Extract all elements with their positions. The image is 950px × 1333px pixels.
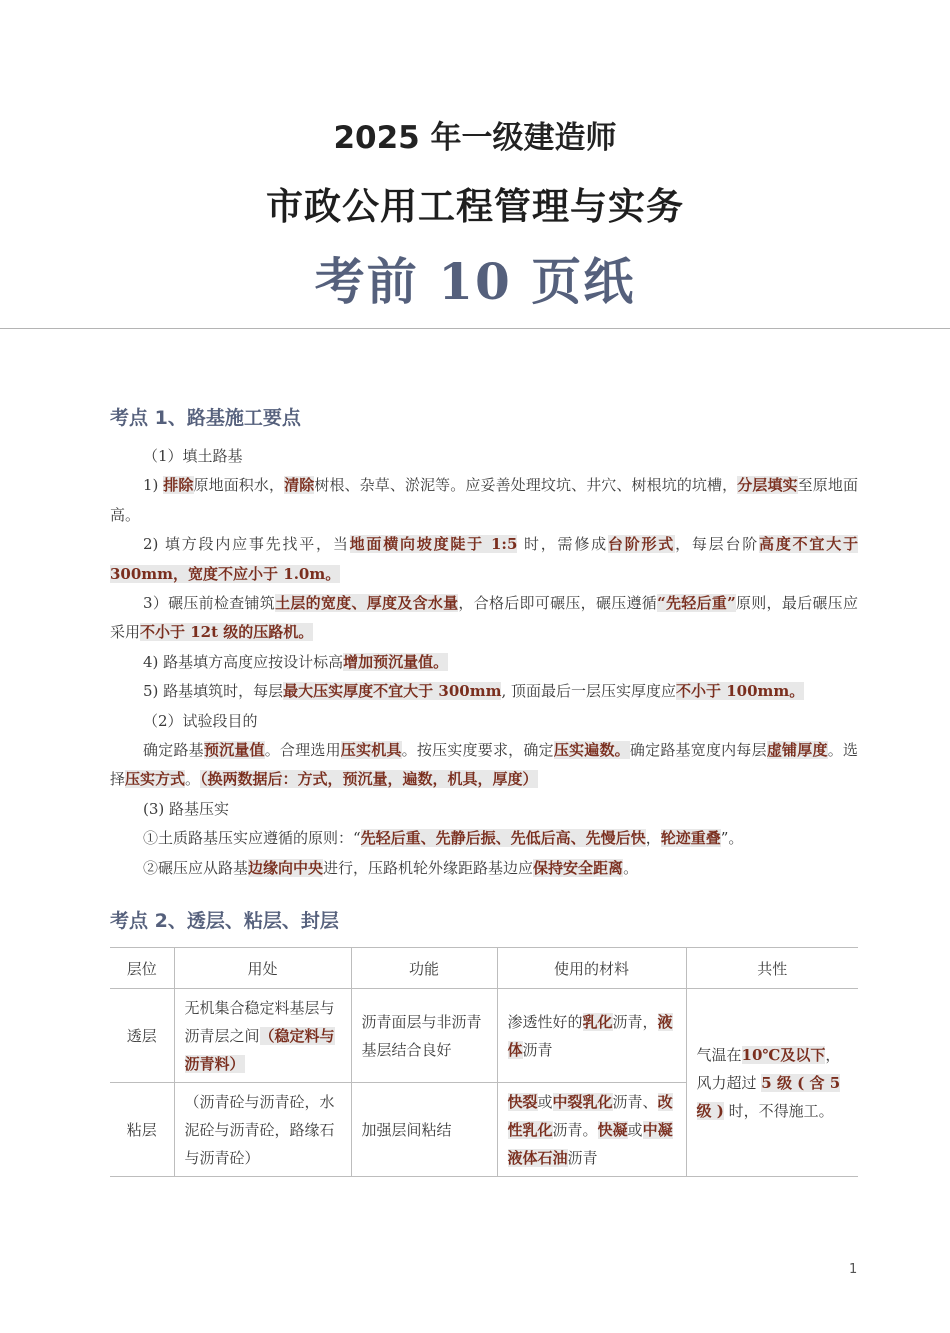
text: 1) [143,476,164,495]
highlight: 压实方式 [125,770,186,789]
text: 。按压实度要求，确定 [401,741,554,760]
text: 或 [537,1092,553,1111]
paragraph-6 [110,736,858,795]
use-cell: （沥青砼与沥青砼，水泥砼与沥青砼，路缘石与沥青砼） [174,1083,351,1177]
text: 。 [623,858,639,877]
text: 或 [627,1120,643,1139]
highlight: 不小于 100mm。 [676,682,805,701]
text: 渗透性好的 [507,1012,583,1031]
highlight: （稳定料与沥青料） [184,1026,335,1073]
highlight: 地面横向坡度陡于 1:5 [349,535,518,554]
highlight: 10℃及以下 [741,1045,826,1064]
column-header: 功能 [351,948,497,989]
text: 沥青。 [552,1120,598,1139]
paragraph-5 [110,677,858,706]
text: 时，需修成 [517,535,608,554]
paragraph-3 [110,589,858,648]
highlight: 高度不宜大于 300mm，宽度不应小于 1.0m。 [110,535,858,583]
highlight: 压实机具 [340,741,402,760]
function-cell: 沥青面层与非沥青基层结合良好 [351,989,497,1083]
paragraph-1 [110,471,858,530]
highlight: 保持安全距离 [533,858,624,877]
highlight: 5 级 ( 含 5 级 ) [696,1073,841,1120]
document-title: 考前 10 页纸 [314,252,636,311]
layer-cell: 透层 [110,989,174,1083]
text: 原则，最后碾压应采用 [110,594,858,642]
text: 原地面积水， [193,476,285,495]
highlight: 虚铺厚度 [766,741,828,760]
text: 3）碾压前检查铺筑 [143,594,276,613]
text: 确定路基宽度内每层 [629,741,767,760]
subject-title: 市政公用工程管理与实务 [266,185,684,228]
text: ①土质路基压实应遵循的原则：“ [143,829,361,848]
text: 沥青 [567,1148,598,1167]
text: ，合格后即可碾压，碾压遵循 [458,594,658,613]
highlight: 台阶形式 [607,535,676,554]
section-2-title: 考点 2、透层、粘层、封层 [110,910,339,933]
text: 时，不得施工。 [723,1101,834,1120]
highlight: 不小于 12t 级的压路机。 [140,623,314,642]
highlight: 土层的宽度、厚度及含水量 [275,594,459,613]
text: 2) 填方段内应事先找平，当 [143,535,350,554]
paragraph-4 [110,648,858,677]
highlight: 边缘向中央 [248,858,324,877]
highlight: 分层填实 [737,476,798,495]
text: 进行，压路机轮外缘距路基边应 [323,858,534,877]
text: 5) 路基填筑时，每层 [143,682,284,701]
text: ，风力超过 [696,1045,841,1092]
highlight: 压实遍数。 [553,741,630,760]
text: 气温在 [696,1045,742,1064]
highlight: 快凝 [597,1120,628,1139]
text: 。选择 [110,741,858,789]
text: 。 [185,770,201,789]
column-header: 层位 [110,948,174,989]
highlight: 预沉量值 [203,741,265,760]
highlight: 清除 [284,476,315,495]
paragraph-2 [110,530,858,589]
highlight: 乳化 [582,1012,613,1031]
text: 4) 路基填方高度应按设计标高 [143,652,344,671]
text: 。合理选用 [264,741,341,760]
column-header: 用处 [174,948,351,989]
table-row [110,989,858,1083]
highlight: 轮迹重叠 [660,829,721,848]
layer-cell: 粘层 [110,1083,174,1177]
highlight: 改性乳化 [507,1092,673,1139]
column-header: 使用的材料 [497,948,686,989]
highlight: 先轻后重、先静后振、先低后高、先慢后快 [360,829,646,848]
highlight: 增加预沉量值。 [343,652,449,671]
highlight: “先轻后重” [657,594,736,613]
text: ”。 [720,829,744,848]
highlight: 最大压实厚度不宜大于 300mm [283,682,502,701]
document-body [110,400,858,1177]
text: ②碾压应从路基 [143,858,249,877]
text: 沥青， [612,1012,658,1031]
function-cell: 加强层间粘结 [351,1083,497,1177]
text: , 顶面最后一层压实厚度应 [501,682,676,701]
column-header: 共性 [686,948,858,989]
subheading-test-section: （2）试验段目的 [143,711,258,730]
highlight: （换两数据后：方式，预沉量，遍数，机具，厚度） [200,770,538,789]
section-1-title: 考点 1、路基施工要点 [110,407,301,429]
highlight: 液体 [507,1012,673,1059]
text: 沥青、 [612,1092,658,1111]
subheading-fill-subgrade: （1）填土路基 [143,447,243,465]
subheading-subgrade-compaction: (3) 路基压实 [143,799,230,818]
paragraph-8 [110,854,858,883]
text: 沥青 [522,1040,553,1059]
text: 确定路基 [143,741,204,760]
text: 至原地面高。 [110,476,858,524]
table-header-row [110,948,858,989]
page-number: 1 [849,1262,858,1277]
header-divider [0,328,950,329]
text: ， [645,829,661,848]
text: 无机集合稳定料基层与沥青层之间 [184,998,335,1045]
highlight: 排除 [163,476,194,495]
highlight: 快裂 [507,1092,538,1111]
text: ，每层台阶 [675,535,760,554]
use-cell [174,989,351,1083]
text: 树根、杂草、淤泥等。应妥善处理坟坑、井穴、树根坑的坑槽， [314,476,738,495]
common-cell [686,989,858,1177]
coating-layers-table [110,947,858,1177]
highlight: 中凝液体石油 [507,1120,673,1167]
exam-year-title: 2025 年一级建造师 [333,120,617,156]
document-header [0,0,950,329]
material-cell [497,989,686,1083]
material-cell [497,1083,686,1177]
paragraph-7 [110,824,858,853]
highlight: 中裂乳化 [552,1092,613,1111]
